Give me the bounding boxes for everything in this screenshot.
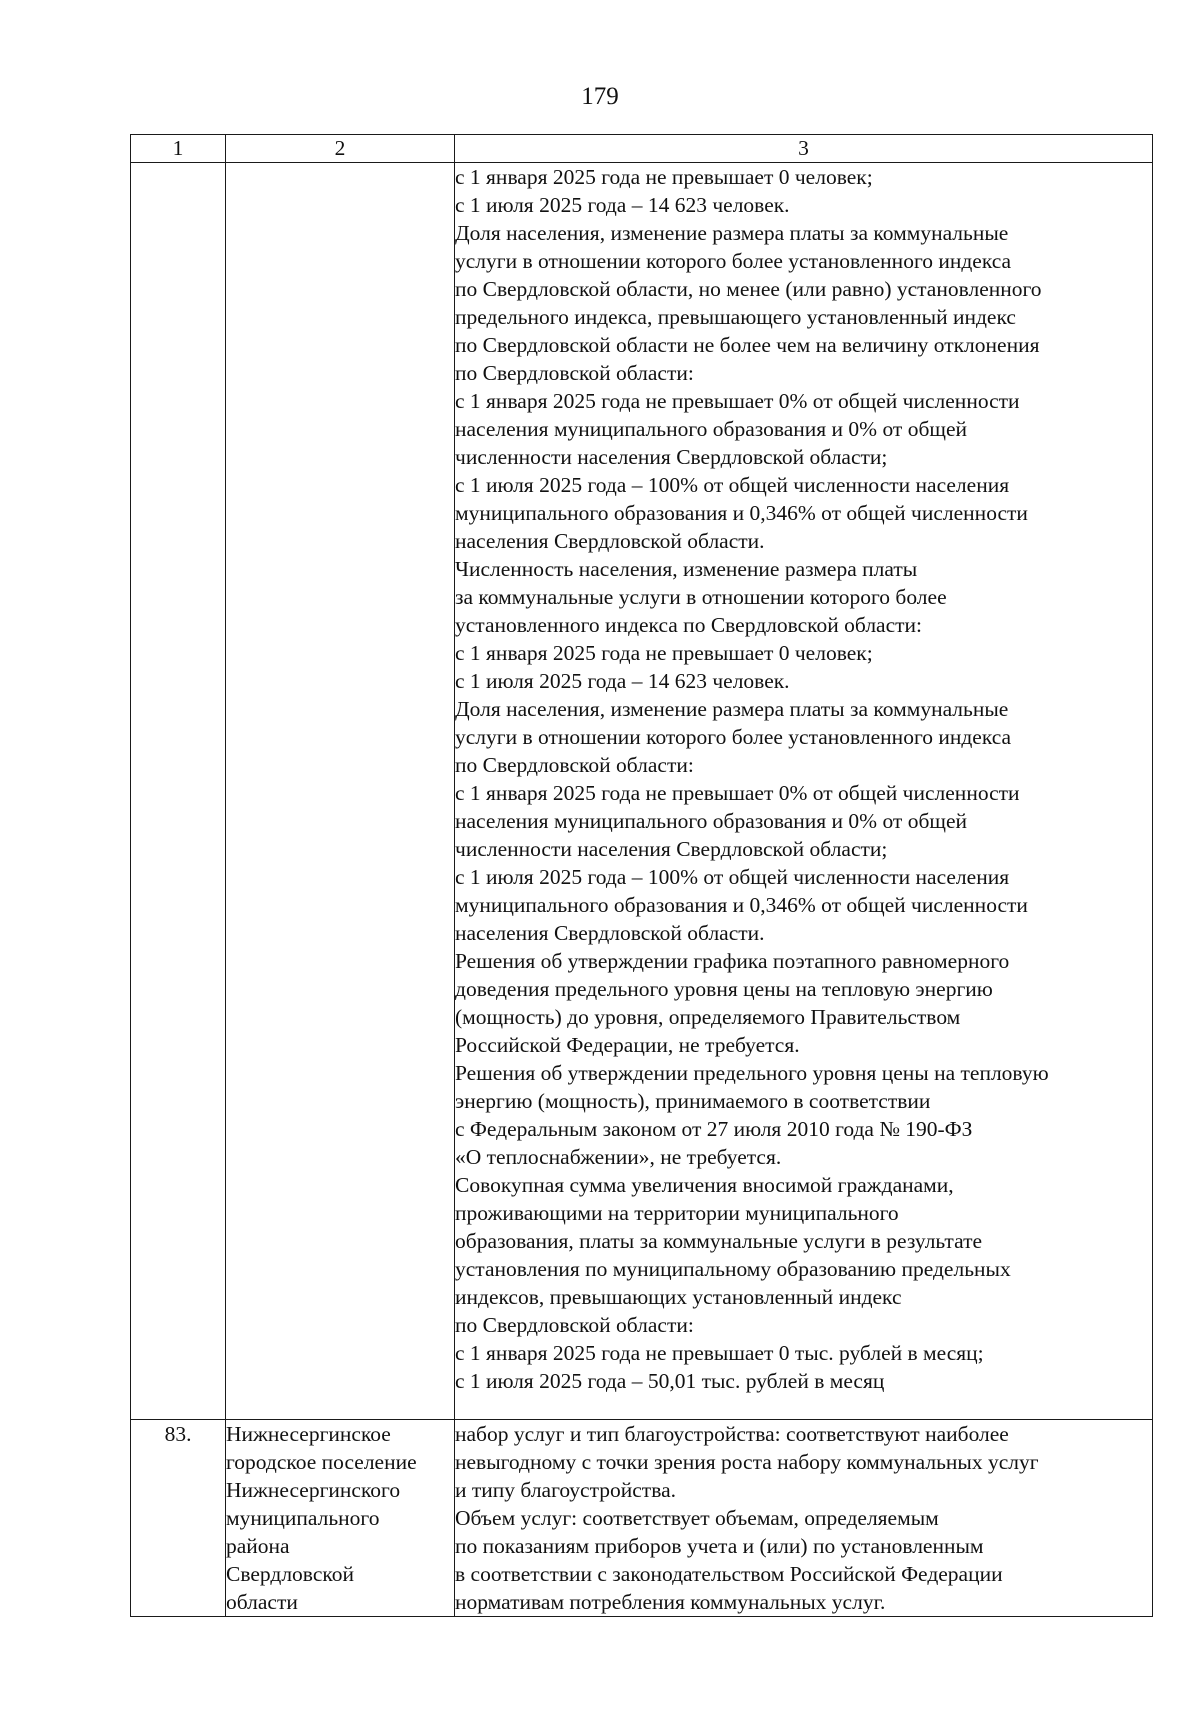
text-line: установленного индекса по Свердловской области:: [455, 613, 923, 637]
text-line: услуги в отношении которого более установленного индекса: [455, 725, 1012, 749]
text-line: численности населения Свердловской области;: [455, 445, 888, 469]
text-line: установления по муниципальному образованию предельных: [455, 1257, 1011, 1281]
text-line: набор услуг и тип благоустройства: соответствуют наиболее: [455, 1422, 1009, 1446]
text-line: Российской Федерации, не требуется.: [455, 1033, 800, 1057]
text-line: Численность населения, изменение размера платы: [455, 557, 918, 581]
text-line: населения Свердловской области.: [455, 921, 765, 945]
text-line: с 1 июля 2025 года – 14 623 человек.: [455, 193, 790, 217]
text-line: Объем услуг: соответствует объемам, определяемым: [455, 1506, 939, 1530]
table-row-continuation: [131, 163, 1153, 1420]
municipality-name-cell: [226, 163, 455, 1420]
text-line: муниципального образования и 0,346% от общей численности: [455, 893, 1028, 917]
text-line: по Свердловской области:: [455, 1313, 694, 1337]
text-line: Совокупная сумма увеличения вносимой гражданами,: [455, 1173, 954, 1197]
text-line: с 1 июля 2025 года – 100% от общей численности населения: [455, 865, 1010, 889]
text-line: с 1 января 2025 года не превышает 0% от общей численности: [455, 781, 1020, 805]
text-line: доведения предельного уровня цены на тепловую энергию: [455, 977, 993, 1001]
text-line: энергию (мощность), принимаемого в соответствии: [455, 1089, 931, 1113]
text-line: с Федеральным законом от 27 июля 2010 года № 190-ФЗ: [455, 1117, 973, 1141]
text-line: за коммунальные услуги в отношении которого более: [455, 585, 947, 609]
text-line: с 1 июля 2025 года – 50,01 тыс. рублей в месяц: [455, 1369, 885, 1393]
text-line: с 1 января 2025 года не превышает 0 тыс. рублей в месяц;: [455, 1341, 984, 1365]
text-line: услуги в отношении которого более установленного индекса: [455, 249, 1012, 273]
text-line: нормативам потребления коммунальных услуг.: [455, 1590, 886, 1614]
text-line: муниципального образования и 0,346% от общей численности: [455, 501, 1028, 525]
text-line: по Свердловской области, но менее (или равно) установленного: [455, 277, 1042, 301]
text-line: Свердловской: [226, 1562, 354, 1586]
text-line: населения муниципального образования и 0% от общей: [455, 809, 967, 833]
text-line: с 1 января 2025 года не превышает 0 человек;: [455, 165, 873, 189]
text-line: в соответствии с законодательством Российской Федерации: [455, 1562, 1003, 1586]
text-line: невыгодному с точки зрения роста набору коммунальных услуг: [455, 1450, 1039, 1474]
text-line: населения Свердловской области.: [455, 529, 765, 553]
column-header-3: 3: [455, 135, 1153, 163]
text-line: проживающими на территории муниципального: [455, 1201, 899, 1225]
text-line: Решения об утверждении предельного уровня цены на тепловую: [455, 1061, 1049, 1085]
text-line: по Свердловской области:: [455, 753, 694, 777]
text-line: и типу благоустройства.: [455, 1478, 676, 1502]
text-line: населения муниципального образования и 0% от общей: [455, 417, 967, 441]
text-line: с 1 июля 2025 года – 100% от общей численности населения: [455, 473, 1010, 497]
text-line: по Свердловской области не более чем на величину отклонения: [455, 333, 1040, 357]
text-line: Нижнесергинского: [226, 1478, 401, 1502]
text-line: по Свердловской области:: [455, 361, 694, 385]
column-header-2: 2: [226, 135, 455, 163]
text-line: предельного индекса, превышающего установленный индекс: [455, 305, 1016, 329]
table-header-row: [131, 135, 1153, 163]
text-line: с 1 января 2025 года не превышает 0 человек;: [455, 641, 873, 665]
text-line: образования, платы за коммунальные услуги в результате: [455, 1229, 983, 1253]
text-line: «О теплоснабжении», не требуется.: [455, 1145, 782, 1169]
table-row-83: [131, 1420, 1153, 1617]
municipality-name-cell: [226, 1420, 455, 1617]
text-line: района: [226, 1534, 290, 1558]
text-line: численности населения Свердловской области;: [455, 837, 888, 861]
text-line: Решения об утверждении графика поэтапного равномерного: [455, 949, 1010, 973]
document-table: [130, 134, 1153, 1617]
text-line: (мощность) до уровня, определяемого Правительством: [455, 1005, 961, 1029]
text-line: городское поселение: [226, 1450, 417, 1474]
column-header-1: 1: [131, 135, 226, 163]
text-line: по показаниям приборов учета и (или) по установленным: [455, 1534, 984, 1558]
text-line: Доля населения, изменение размера платы за коммунальные: [455, 221, 1009, 245]
row-number-cell: 83.: [131, 1420, 226, 1617]
page-number: 179: [581, 83, 619, 110]
text-line: с 1 января 2025 года не превышает 0% от общей численности: [455, 389, 1020, 413]
indicators-text-cell: [455, 163, 1153, 1420]
row-number-cell: [131, 163, 226, 1420]
text-line: Нижнесергинское: [226, 1422, 391, 1446]
text-line: индексов, превышающих установленный индекс: [455, 1285, 902, 1309]
indicators-text-cell: [455, 1420, 1153, 1617]
text-line: с 1 июля 2025 года – 14 623 человек.: [455, 669, 790, 693]
text-line: области: [226, 1590, 298, 1614]
text-line: Доля населения, изменение размера платы за коммунальные: [455, 697, 1009, 721]
text-line: муниципального: [226, 1506, 380, 1530]
